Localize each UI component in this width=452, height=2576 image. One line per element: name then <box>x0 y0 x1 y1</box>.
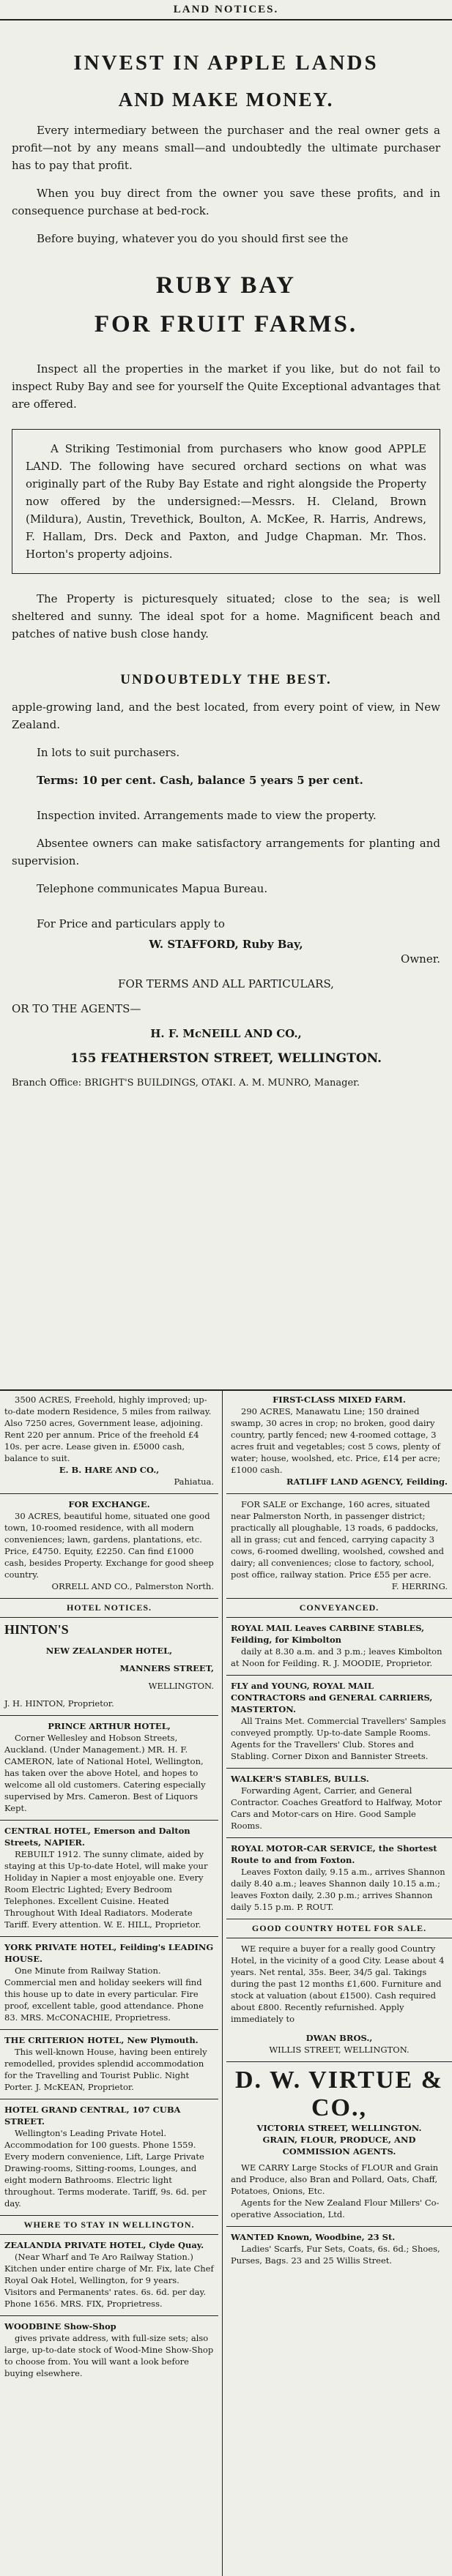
testimonial-text: A Striking Testimonial from purchasers who know good APPLE LAND. The following have secured orchard sections on what was originally part of the Ruby Bay Estate and right alongside the Property now offered by the undersigned:—Messrs. H. Cleland, Brown (Mildura), Austin, Trevethick, Boulton, A. McKee, R. Harris, Andrews, F. Hallam, Drs. Deck and Paxton, and Judge Chapman. Mr. Thos. Horton's property adjoins. <box>26 442 426 561</box>
ad-york-hotel <box>0 1937 218 2030</box>
paragraph-direct: When you buy direct from the owner you save these profits, and in consequence purchase at bed-rock. <box>12 187 440 217</box>
ad-prince-arthur <box>0 1716 218 1821</box>
paragraph-situated: The Property is picturesquely situated; close to the sea; is well sheltered and sunny. The ideal spot for a home. Magnificent beach and patches of native bush close handy. <box>12 592 440 641</box>
prince-arthur-name: PRINCE ARTHUR HOTEL, <box>48 1721 171 1731</box>
woodbine-name: WOODBINE Show-Shop <box>4 2321 116 2332</box>
wanted-known-name: WANTED Known, Woodbine, 23 St. <box>231 2232 396 2242</box>
owner-tag: Owner. <box>401 952 440 966</box>
ad-royal-mail <box>226 1618 452 1676</box>
classified-columns <box>0 1389 452 2576</box>
dwan-bros-address: WILLIS STREET, WELLINGTON. <box>269 2045 410 2055</box>
paragraph-absentee: Absentee owners can make satisfactory arrangements for planting and supervision. <box>12 837 440 867</box>
fruit-farms-title: FOR FRUIT FARMS. <box>94 311 358 337</box>
hinton-proprietor: J. H. HINTON, Proprietor. <box>4 1698 114 1709</box>
virtue-line-2: GRAIN, FLOUR, PRODUCE, AND COMMISSION AGENTS. <box>262 2135 416 2157</box>
hinton-line-1: NEW ZEALANDER HOTEL, <box>45 1646 173 1656</box>
agents-name: H. F. McNEILL AND CO., <box>150 1027 302 1040</box>
grand-central-text: Wellington's Leading Private Hotel. Accommodation for 100 guests. Phone 1559. Every modern convenience, Lift, Large Private Drawing-rooms, Sitting-rooms, Lounges, and eight modern Bathrooms. Electric light throughout. Terms moderate. Tariff, 9s. 6d. per day. <box>4 2128 207 2209</box>
ad-exchange <box>0 1494 218 1599</box>
wanted-known-text: Ladies' Scarfs, Fur Sets, Coats, 6s. 6d.; Shoes, Purses, Bags. 23 and 25 Willis Street. <box>231 2244 440 2266</box>
terms-all-line: FOR TERMS AND ALL PARTICULARS, <box>118 977 334 990</box>
paragraph-before-buying: Before buying, whatever you do you should first see the <box>37 232 349 245</box>
owner-name: W. STAFFORD, Ruby Bay, <box>149 938 303 951</box>
zealandia-name: ZEALANDIA PRIVATE HOTEL, Clyde Quay. <box>4 2240 204 2250</box>
paragraph-inspection: Inspection invited. Arrangements made to view the property. <box>37 809 377 822</box>
ad-grand-central <box>0 2099 218 2216</box>
hotel-for-sale-heading: GOOD COUNTRY HOTEL FOR SALE. <box>226 1919 452 1938</box>
branch-office: Branch Office: BRIGHT'S BUILDINGS, OTAKI. A. M. MUNRO, Manager. <box>12 1078 360 1089</box>
mixed-farm-head: FIRST-CLASS MIXED FARM. <box>273 1395 406 1405</box>
hinton-line-2: MANNERS STREET, <box>119 1663 214 1673</box>
ad-3500-agent: E. B. HARE AND CO., <box>59 1465 160 1475</box>
paragraph-apple-growing: apple-growing land, and the best located, from every point of view, in New Zealand. <box>12 701 440 731</box>
walker-stables-name: WALKER'S STABLES, BULLS. <box>231 1774 369 1784</box>
ad-virtue <box>226 2062 452 2227</box>
mixed-farm-text: 290 ACRES, Manawatu Line; 150 drained swamp, 30 acres in crop; no broken, good dairy country, partly fenced; new 4-roomed cottage, 3 acres fruit and vegetables; cost 5 cows, plenty of water; house, woolshed, etc. Price, £14 per acre; £1000 cash. <box>231 1406 441 1475</box>
ad-woodbine <box>0 2316 218 2385</box>
virtue-text: WE CARRY Large Stocks of FLOUR and Grain and Produce, also Bran and Pollard, Oats, Chaff, Potatoes, Onions, Etc. <box>231 2162 439 2196</box>
hotel-for-sale-text: WE require a buyer for a really good Country Hotel, in the vicinity of a good City. Lease about 4 years. Net rental, 35s. Beer, 34/5 gal. Takings during the past 12 months £1,600. Furniture and stock at valuation (about £1500). Cash required about £800. Recently refurnished. Apply immediately to <box>231 1944 445 2024</box>
headline-invest: INVEST IN APPLE LANDS <box>73 51 379 75</box>
woodbine-text: gives private address, with full-size sets; also large, up-to-date stock of Wood-Mine Show-Shop to choose from. You will want a look before buying elsewhere. <box>4 2333 214 2378</box>
for-sale-160-agent: F. HERRING. <box>391 1581 448 1591</box>
ad-3500-text: 3500 ACRES, Freehold, highly improved; up-to-date modern Residence, 5 miles from railway. Also 7250 acres, Government lease, adjoining. Rent 220 per annum. Price of the freehold £4 10s. per acre. Lease given in. £5000 cash, balance to suit. <box>4 1395 212 1463</box>
ruby-bay-title: RUBY BAY <box>155 272 297 299</box>
where-to-stay-heading: WHERE TO STAY IN WELLINGTON. <box>0 2216 218 2235</box>
undoubtedly-best-title: UNDOUBTEDLY THE BEST. <box>120 672 332 687</box>
virtue-agents: Agents for the New Zealand Flour Millers' Co-operative Association, Ltd. <box>231 2198 440 2220</box>
paragraph-lots: In lots to suit purchasers. <box>37 746 180 759</box>
criterion-name: THE CRITERION HOTEL, New Plymouth. <box>4 2035 199 2045</box>
royal-motor-name: ROYAL MOTOR-CAR SERVICE, the Shortest Route to and from Foxton. <box>231 1843 437 1865</box>
virtue-name: D. W. VIRTUE & CO., <box>234 2067 444 2121</box>
headline-money: AND MAKE MONEY. <box>118 89 334 111</box>
ad-fly-young <box>226 1676 452 1769</box>
ad-exchange-agent: ORRELL AND CO., Palmerston North. <box>51 1581 214 1591</box>
grand-central-name: HOTEL GRAND CENTRAL, 107 CUBA STREET. <box>4 2105 181 2127</box>
dwan-bros-name: DWAN BROS., <box>305 2033 373 2043</box>
apple-lands-advertisement <box>0 20 452 1389</box>
agents-address: 155 FEATHERSTON STREET, WELLINGTON. <box>70 1051 382 1066</box>
testimonial-box <box>12 429 440 574</box>
ad-hotel-for-sale <box>226 1938 452 2062</box>
central-hotel-text: REBUILT 1912. The sunny climate, aided by staying at this Up-to-date Hotel, will make your Holiday in Napier a most enjoyable one. Every Room Electric Lighted; Every Bedroom Telephones. Excellent Cuisine. Heated Throughout With Ideal Radiators. Moderate Tariff. Every attention. W. E. HILL, Proprietor. <box>4 1849 208 1930</box>
ad-for-sale-160 <box>226 1494 452 1599</box>
ad-3500-place: Pahiatua. <box>174 1476 214 1487</box>
right-column <box>226 1389 452 2576</box>
ad-3500-acres <box>0 1389 218 1494</box>
royal-mail-name: ROYAL MAIL Leaves CARBINE STABLES, Feilding, for Kimbolton <box>231 1623 425 1645</box>
conveyanced-heading: CONVEYANCED. <box>226 1599 452 1618</box>
paragraph-inspect: Inspect all the properties in the market if you like, but do not fail to inspect Ruby Bay and see for yourself the Quite Exceptional advantages that are offered. <box>12 362 440 411</box>
hinton-line-3: WELLINGTON. <box>148 1681 214 1691</box>
virtue-line-1: VICTORIA STREET, WELLINGTON. <box>256 2123 422 2133</box>
ad-royal-motor <box>226 1838 452 1919</box>
hinton-title: HINTON'S <box>4 1622 69 1637</box>
ad-hinton <box>0 1618 218 1716</box>
paragraph-apply: For Price and particulars apply to <box>37 917 225 930</box>
central-hotel-name: CENTRAL HOTEL, Emerson and Dalton Streets, NAPIER. <box>4 1826 190 1848</box>
prince-arthur-text: Corner Wellesley and Hobson Streets, Auckland. (Under Management.) MR. H. F. CAMERON, late of National Hotel, Wellington, has taken over the above Hotel, and hopes to welcome all old customers. Catering especially supervised by Mrs. Cameron. Best of Liquors Kept. <box>4 1733 206 1813</box>
royal-motor-text: Leaves Foxton daily, 9.15 a.m., arrives Shannon daily 8.40 a.m.; leaves Shannon daily 10.15 a.m.; leaves Foxton daily, 2.30 p.m.; arrives Shannon daily 5.15 p.m. P. ROUT. <box>231 1867 445 1912</box>
ad-central-hotel <box>0 1821 218 1937</box>
zealandia-text: (Near Wharf and Te Aro Railway Station.) Kitchen under entire charge of Mr. Fix, late Chef Royal Oak Hotel, Wellington, for 9 years. Visitors and Permanents' rates. 6s. 6d. per day. Phone 1656. MRS. FIX, Proprietress. <box>4 2252 214 2309</box>
royal-mail-text: daily at 8.30 a.m. and 3 p.m.; leaves Kimbolton at Noon for Feilding. R. J. MOODIE, Proprietor. <box>231 1646 442 1668</box>
or-to-agents: OR TO THE AGENTS— <box>12 1002 141 1015</box>
mixed-farm-agent: RATLIFF LAND AGENCY, Feilding. <box>286 1476 448 1487</box>
criterion-text: This well-known House, having been entirely remodelled, provides splendid accommodation for the Travelling and Tourist Public. Night Porter. J. McKEAN, Proprietor. <box>4 2047 207 2092</box>
paragraph-intermediary: Every intermediary between the purchaser and the real owner gets a profit—not by any means small—and undoubtedly the ultimate purchaser has to pay that profit. <box>12 124 440 172</box>
terms-line: Terms: 10 per cent. Cash, balance 5 years 5 per cent. <box>37 774 363 787</box>
paragraph-telephone: Telephone communicates Mapua Bureau. <box>37 882 268 895</box>
ad-wanted-known <box>226 2227 452 2272</box>
ad-criterion <box>0 2030 218 2099</box>
ad-exchange-head: FOR EXCHANGE. <box>68 1499 150 1509</box>
section-header: LAND NOTICES. <box>0 0 452 20</box>
walker-stables-text: Forwarding Agent, Carrier, and General Contractor. Coaches Greatford to Halfway, Motor Cars and Motor-cars on Hire. Good Sample Rooms. <box>231 1785 442 1831</box>
york-hotel-name: YORK PRIVATE HOTEL, Feilding's LEADING HOUSE. <box>4 1942 214 1964</box>
ad-mixed-farm <box>226 1389 452 1494</box>
ad-zealandia <box>0 2235 218 2316</box>
fly-young-name: FLY and YOUNG, ROYAL MAIL CONTRACTORS and GENERAL CARRIERS, MASTERTON. <box>231 1681 433 1714</box>
column-divider <box>222 1389 223 2576</box>
york-hotel-text: One Minute from Railway Station. Commercial men and holiday seekers will find this house up to date in every particular. Fire proof, excellent table, good attendance. Phone 83. MRS. McCONACHIE, Proprietress. <box>4 1965 204 2023</box>
fly-young-text: All Trains Met. Commercial Travellers' Samples conveyed promptly. Up-to-date Sample Rooms. Agents for the Travellers' Club. Stores and Stabling. Corner Dixon and Bannister Streets. <box>231 1716 446 1761</box>
ad-walker-stables <box>226 1769 452 1838</box>
hotel-notices-heading: HOTEL NOTICES. <box>0 1599 218 1618</box>
left-column <box>0 1389 218 2576</box>
for-sale-160-text: FOR SALE or Exchange, 160 acres, situated near Palmerston North, in passenger district; practically all ploughable, 13 roads, 6 paddocks, all in grass; cut and fenced, carrying capacity 3 cows, 6-roomed dwelling, woolshed, cowshed and dairy; all conveniences; close to factory, school, post office, railway station. Price £55 per acre. <box>231 1499 444 1580</box>
ad-exchange-text: 30 ACRES, beautiful home, situated one good town, 10-roomed residence, with all modern conveniences; lawn, gardens, plantations, etc. Price, £4750. Equity, £2250. Can find £1000 cash, besides Property. Exchange for good sheep country. <box>4 1511 214 1580</box>
